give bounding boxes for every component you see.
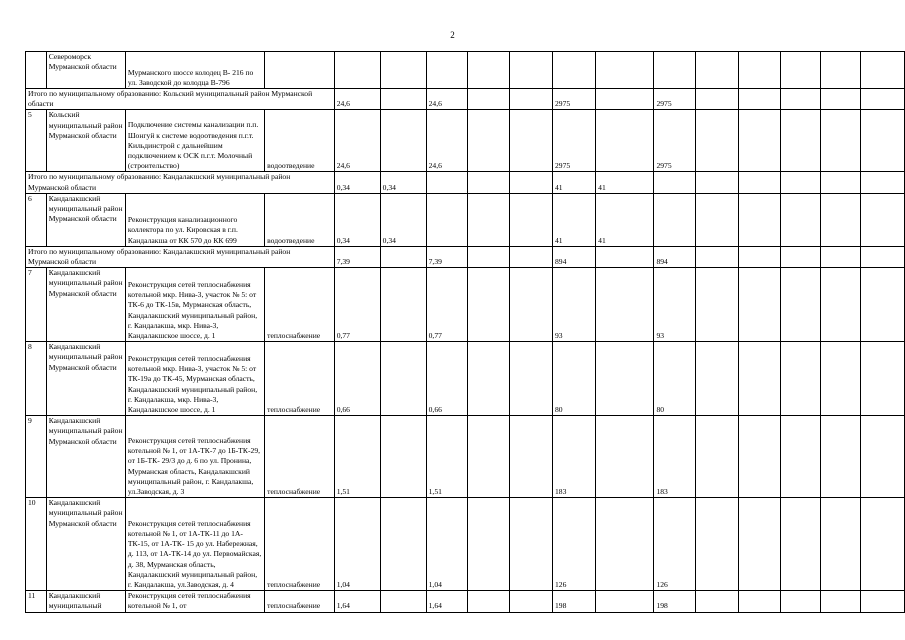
empty-cell (861, 342, 905, 416)
value-cell: 183 (553, 416, 596, 498)
investment-table (25, 51, 905, 613)
empty-cell (739, 52, 781, 89)
description-cell: Реконструкция канализационного коллектора по ул. Кировская в г.п. Кандалакша от КК 570 до КК 699 (125, 193, 264, 246)
empty-cell (739, 498, 781, 591)
empty-cell (695, 246, 739, 267)
value-cell (380, 498, 426, 591)
value-cell (510, 110, 553, 172)
value-cell: 7,39 (334, 246, 380, 267)
empty-cell (695, 591, 739, 612)
value-cell: 0,34 (380, 193, 426, 246)
value-cell: 1,51 (426, 416, 467, 498)
municipality-cell: Кандалакшский муниципальный (46, 591, 125, 612)
value-cell (380, 52, 426, 89)
empty-cell (695, 193, 739, 246)
value-cell: 7,39 (426, 246, 467, 267)
empty-cell (861, 172, 905, 193)
empty-cell (739, 591, 781, 612)
value-cell: 1,51 (334, 416, 380, 498)
table-body (26, 52, 905, 613)
empty-cell (820, 342, 861, 416)
table-row (26, 416, 905, 498)
row-number: 7 (26, 268, 47, 342)
empty-cell (780, 52, 820, 89)
empty-cell (780, 591, 820, 612)
value-cell (510, 89, 553, 110)
value-cell (467, 193, 510, 246)
value-cell (467, 498, 510, 591)
value-cell (426, 52, 467, 89)
empty-cell (780, 416, 820, 498)
value-cell (380, 416, 426, 498)
empty-cell (861, 193, 905, 246)
row-number: 5 (26, 110, 47, 172)
empty-cell (739, 246, 781, 267)
description-cell: Реконструкция сетей теплоснабжения котельной № 1, от (125, 591, 264, 612)
empty-cell (695, 268, 739, 342)
value-cell: 126 (654, 498, 695, 591)
table-row (26, 52, 905, 89)
value-cell (510, 591, 553, 612)
value-cell: 41 (553, 172, 596, 193)
value-cell (596, 268, 654, 342)
value-cell: 0,77 (334, 268, 380, 342)
empty-cell (780, 246, 820, 267)
municipality-cell: Североморск Мурманской области (46, 52, 125, 89)
municipality-cell: Кандалакшский муниципальный район Мурманской области (46, 498, 125, 591)
value-cell (553, 52, 596, 89)
value-cell: 80 (654, 342, 695, 416)
value-cell (510, 498, 553, 591)
value-cell (467, 342, 510, 416)
value-cell: 0,34 (334, 193, 380, 246)
row-number: 6 (26, 193, 47, 246)
value-cell (510, 193, 553, 246)
empty-cell (861, 52, 905, 89)
value-cell (467, 268, 510, 342)
value-cell (596, 342, 654, 416)
value-cell (380, 89, 426, 110)
description-cell: Подключение системы канализации п.п. Шонгуй к системе водоотведения п.г.т. Кильдинстрой с дальнейшим подключением к ОСК п.г.т. Молочный (строительство) (125, 110, 264, 172)
value-cell (467, 110, 510, 172)
empty-cell (695, 89, 739, 110)
category-cell: теплоснабжение (265, 342, 335, 416)
value-cell (510, 268, 553, 342)
empty-cell (695, 52, 739, 89)
empty-cell (861, 498, 905, 591)
empty-cell (861, 246, 905, 267)
description-cell: Мурманского шоссе колодец В- 216 по ул. Заводской до колодца В-796 (125, 52, 264, 89)
table-row (26, 591, 905, 612)
category-cell: теплоснабжение (265, 416, 335, 498)
value-cell: 2975 (654, 110, 695, 172)
value-cell: 1,64 (426, 591, 467, 612)
total-label: Итого по муниципальному образованию: Кандалакшский муниципальный район Мурманской области (26, 172, 335, 193)
value-cell: 198 (654, 591, 695, 612)
value-cell (654, 172, 695, 193)
value-cell: 0,77 (426, 268, 467, 342)
value-cell (510, 52, 553, 89)
empty-cell (780, 342, 820, 416)
empty-cell (820, 193, 861, 246)
value-cell: 24,6 (334, 89, 380, 110)
municipality-cell: Кандалакшский муниципальный район Мурманской области (46, 416, 125, 498)
category-cell: водоотведение (265, 193, 335, 246)
value-cell: 894 (553, 246, 596, 267)
empty-cell (739, 268, 781, 342)
empty-cell (820, 416, 861, 498)
value-cell (380, 591, 426, 612)
value-cell (380, 110, 426, 172)
row-number: 9 (26, 416, 47, 498)
municipality-cell: Кандалакшский муниципальный район Мурманской области (46, 193, 125, 246)
value-cell: 93 (553, 268, 596, 342)
empty-cell (820, 591, 861, 612)
value-cell (596, 246, 654, 267)
empty-cell (780, 89, 820, 110)
table-row (26, 498, 905, 591)
table-row (26, 193, 905, 246)
row-number: 8 (26, 342, 47, 416)
total-row (26, 246, 905, 267)
municipality-cell: Кольский муниципальный район Мурманской области (46, 110, 125, 172)
value-cell (596, 591, 654, 612)
value-cell: 0,66 (334, 342, 380, 416)
row-number: 11 (26, 591, 47, 612)
municipality-cell: Кандалакшский муниципальный район Мурманской области (46, 268, 125, 342)
empty-cell (780, 172, 820, 193)
value-cell: 0,34 (380, 172, 426, 193)
empty-cell (861, 110, 905, 172)
empty-cell (695, 498, 739, 591)
value-cell (596, 498, 654, 591)
description-cell: Реконструкция сетей теплоснабжения котельной мкр. Нива-3, участок № 5: от ТК-6 до ТК-15в, Мурманская область, Кандалакшский муниципальный район, г. Кандалакша, мкр. Нива-3, Кандалакшское шоссе, д. 1 (125, 268, 264, 342)
empty-cell (780, 193, 820, 246)
empty-cell (820, 52, 861, 89)
empty-cell (695, 172, 739, 193)
value-cell (380, 246, 426, 267)
value-cell (467, 89, 510, 110)
empty-cell (695, 110, 739, 172)
total-row (26, 172, 905, 193)
empty-cell (861, 416, 905, 498)
table-row (26, 110, 905, 172)
value-cell (467, 52, 510, 89)
category-cell: теплоснабжение (265, 498, 335, 591)
value-cell: 24,6 (426, 110, 467, 172)
value-cell (510, 342, 553, 416)
value-cell: 183 (654, 416, 695, 498)
empty-cell (739, 172, 781, 193)
value-cell (510, 246, 553, 267)
value-cell: 80 (553, 342, 596, 416)
value-cell (596, 110, 654, 172)
category-cell: водоотведение (265, 110, 335, 172)
empty-cell (780, 498, 820, 591)
value-cell: 894 (654, 246, 695, 267)
category-cell (265, 52, 335, 89)
table-row (26, 268, 905, 342)
value-cell (467, 246, 510, 267)
value-cell: 198 (553, 591, 596, 612)
value-cell (510, 172, 553, 193)
page-number: 2 (450, 30, 455, 40)
value-cell (467, 172, 510, 193)
empty-cell (820, 89, 861, 110)
value-cell: 0,34 (334, 172, 380, 193)
total-label: Итого по муниципальному образованию: Кольский муниципальный район Мурманской области (26, 89, 335, 110)
value-cell (380, 342, 426, 416)
value-cell (596, 89, 654, 110)
value-cell: 41 (553, 193, 596, 246)
empty-cell (739, 193, 781, 246)
empty-cell (820, 498, 861, 591)
empty-cell (820, 110, 861, 172)
value-cell: 41 (596, 172, 654, 193)
value-cell: 0,66 (426, 342, 467, 416)
value-cell (596, 416, 654, 498)
value-cell (334, 52, 380, 89)
value-cell (380, 268, 426, 342)
value-cell: 93 (654, 268, 695, 342)
value-cell: 1,64 (334, 591, 380, 612)
empty-cell (861, 268, 905, 342)
value-cell: 2975 (553, 110, 596, 172)
category-cell: теплоснабжение (265, 268, 335, 342)
row-number (26, 52, 47, 89)
category-cell: теплоснабжение (265, 591, 335, 612)
value-cell: 1,04 (426, 498, 467, 591)
value-cell: 24,6 (334, 110, 380, 172)
description-cell: Реконструкция сетей теплоснабжения котельной № 1, от 1А-ТК-11 до 1А-ТК-15, от 1А-ТК- 15 до ул. Набережная, д. 113, от 1А-ТК-14 до ул. Первомайская, д. 38, Мурманская область, Кандалакшский муниципальный район, г. Кандалакша, ул.Заводская, д. 4 (125, 498, 264, 591)
empty-cell (820, 246, 861, 267)
value-cell: 2975 (654, 89, 695, 110)
value-cell (467, 416, 510, 498)
empty-cell (861, 89, 905, 110)
value-cell (510, 416, 553, 498)
empty-cell (739, 416, 781, 498)
empty-cell (695, 416, 739, 498)
empty-cell (780, 110, 820, 172)
municipality-cell: Кандалакшский муниципальный район Мурманской области (46, 342, 125, 416)
value-cell: 126 (553, 498, 596, 591)
empty-cell (820, 268, 861, 342)
description-cell: Реконструкция сетей теплоснабжения котельной № 1, от 1А-ТК-7 до 1Б-ТК-29, от 1Б-ТК- 29/3 до д. 6 по ул. Пронина, Мурманская область, Кандалакшский муниципальный район, г. Кандалакша, ул.Заводская, д. 3 (125, 416, 264, 498)
value-cell (467, 591, 510, 612)
empty-cell (739, 110, 781, 172)
empty-cell (695, 342, 739, 416)
description-cell: Реконструкция сетей теплоснабжения котельной мкр. Нива-3, участок № 5: от ТК-19а до ТК-45, Мурманская область, Кандалакшский муниципальный район, г. Кандалакша, мкр. Нива-3, Кандалакшское шоссе, д. 1 (125, 342, 264, 416)
empty-cell (820, 172, 861, 193)
value-cell (654, 52, 695, 89)
empty-cell (739, 342, 781, 416)
row-number: 10 (26, 498, 47, 591)
total-row (26, 89, 905, 110)
value-cell (654, 193, 695, 246)
empty-cell (861, 591, 905, 612)
value-cell: 24,6 (426, 89, 467, 110)
value-cell: 41 (596, 193, 654, 246)
value-cell: 2975 (553, 89, 596, 110)
value-cell (426, 172, 467, 193)
value-cell (426, 193, 467, 246)
empty-cell (780, 268, 820, 342)
empty-cell (739, 89, 781, 110)
total-label: Итого по муниципальному образованию: Кандалакшский муниципальный район Мурманской области (26, 246, 335, 267)
table-row (26, 342, 905, 416)
value-cell: 1,04 (334, 498, 380, 591)
value-cell (596, 52, 654, 89)
